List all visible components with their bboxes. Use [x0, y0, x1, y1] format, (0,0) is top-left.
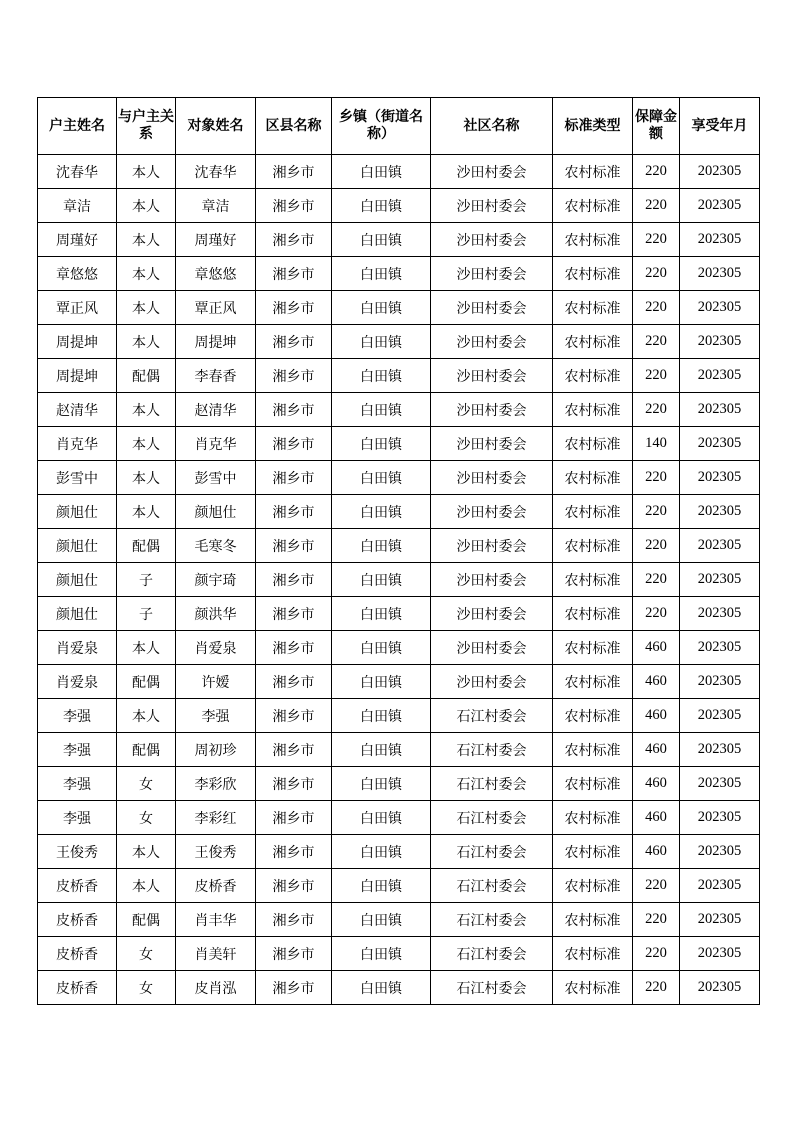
amount-cell: 460: [633, 665, 680, 699]
subject-name-cell: 章悠悠: [176, 257, 256, 291]
table-body: [38, 155, 760, 1005]
amount-cell: 220: [633, 937, 680, 971]
relation-cell: 本人: [117, 189, 176, 223]
town-cell: 白田镇: [332, 291, 431, 325]
community-cell: 石江村委会: [431, 733, 553, 767]
standard-type-cell: 农村标准: [553, 869, 633, 903]
town-cell: 白田镇: [332, 801, 431, 835]
year-month-cell: 202305: [680, 257, 760, 291]
head-name-cell: 覃正风: [38, 291, 117, 325]
county-cell: 湘乡市: [256, 597, 332, 631]
year-month-cell: 202305: [680, 699, 760, 733]
relation-cell: 本人: [117, 427, 176, 461]
county-cell: 湘乡市: [256, 835, 332, 869]
town-cell: 白田镇: [332, 767, 431, 801]
subject-name-cell: 章洁: [176, 189, 256, 223]
table-row: [38, 631, 760, 665]
table-row: [38, 971, 760, 1005]
amount-cell: 220: [633, 155, 680, 189]
community-cell: 沙田村委会: [431, 665, 553, 699]
standard-type-cell: 农村标准: [553, 563, 633, 597]
relation-cell: 本人: [117, 257, 176, 291]
relation-cell: 本人: [117, 223, 176, 257]
relation-cell: 本人: [117, 393, 176, 427]
community-cell: 沙田村委会: [431, 189, 553, 223]
amount-cell: 220: [633, 903, 680, 937]
subject-name-cell: 周初珍: [176, 733, 256, 767]
table-row: [38, 767, 760, 801]
community-cell: 沙田村委会: [431, 325, 553, 359]
relation-cell: 本人: [117, 699, 176, 733]
community-cell: 沙田村委会: [431, 257, 553, 291]
year-month-cell: 202305: [680, 631, 760, 665]
community-cell: 石江村委会: [431, 801, 553, 835]
town-cell: 白田镇: [332, 529, 431, 563]
community-cell: 石江村委会: [431, 767, 553, 801]
table-row: [38, 903, 760, 937]
town-cell: 白田镇: [332, 869, 431, 903]
community-cell: 沙田村委会: [431, 155, 553, 189]
year-month-cell: 202305: [680, 155, 760, 189]
community-cell: 沙田村委会: [431, 529, 553, 563]
community-cell: 石江村委会: [431, 869, 553, 903]
town-cell: 白田镇: [332, 835, 431, 869]
table-row: [38, 155, 760, 189]
amount-cell: 220: [633, 325, 680, 359]
head-name-cell: 肖克华: [38, 427, 117, 461]
head-name-cell: 章悠悠: [38, 257, 117, 291]
year-month-cell: 202305: [680, 223, 760, 257]
head-name-cell: 周瑾好: [38, 223, 117, 257]
year-month-cell: 202305: [680, 393, 760, 427]
town-cell: 白田镇: [332, 563, 431, 597]
head-name-cell: 彭雪中: [38, 461, 117, 495]
head-name-cell: 周提坤: [38, 325, 117, 359]
town-cell: 白田镇: [332, 427, 431, 461]
amount-cell: 220: [633, 393, 680, 427]
standard-type-cell: 农村标准: [553, 359, 633, 393]
table-row: [38, 427, 760, 461]
header-head-name: 户主姓名: [38, 98, 117, 155]
year-month-cell: 202305: [680, 325, 760, 359]
amount-cell: 460: [633, 631, 680, 665]
community-cell: 石江村委会: [431, 971, 553, 1005]
amount-cell: 220: [633, 189, 680, 223]
standard-type-cell: 农村标准: [553, 699, 633, 733]
head-name-cell: 章洁: [38, 189, 117, 223]
table-row: [38, 359, 760, 393]
county-cell: 湘乡市: [256, 291, 332, 325]
county-cell: 湘乡市: [256, 733, 332, 767]
head-name-cell: 李强: [38, 801, 117, 835]
header-relation: 与户主关系: [117, 98, 176, 155]
county-cell: 湘乡市: [256, 257, 332, 291]
subject-name-cell: 颜旭仕: [176, 495, 256, 529]
community-cell: 石江村委会: [431, 937, 553, 971]
standard-type-cell: 农村标准: [553, 155, 633, 189]
county-cell: 湘乡市: [256, 767, 332, 801]
amount-cell: 220: [633, 291, 680, 325]
town-cell: 白田镇: [332, 257, 431, 291]
table-row: [38, 597, 760, 631]
standard-type-cell: 农村标准: [553, 835, 633, 869]
year-month-cell: 202305: [680, 529, 760, 563]
relation-cell: 本人: [117, 291, 176, 325]
standard-type-cell: 农村标准: [553, 325, 633, 359]
standard-type-cell: 农村标准: [553, 461, 633, 495]
relation-cell: 女: [117, 971, 176, 1005]
community-cell: 沙田村委会: [431, 631, 553, 665]
subject-name-cell: 皮肖泓: [176, 971, 256, 1005]
year-month-cell: 202305: [680, 937, 760, 971]
county-cell: 湘乡市: [256, 155, 332, 189]
county-cell: 湘乡市: [256, 903, 332, 937]
relation-cell: 配偶: [117, 903, 176, 937]
amount-cell: 220: [633, 223, 680, 257]
standard-type-cell: 农村标准: [553, 903, 633, 937]
year-month-cell: 202305: [680, 427, 760, 461]
table-row: [38, 257, 760, 291]
community-cell: 沙田村委会: [431, 291, 553, 325]
amount-cell: 460: [633, 733, 680, 767]
year-month-cell: 202305: [680, 801, 760, 835]
standard-type-cell: 农村标准: [553, 495, 633, 529]
head-name-cell: 李强: [38, 699, 117, 733]
community-cell: 沙田村委会: [431, 359, 553, 393]
beneficiary-table: [37, 97, 760, 1005]
standard-type-cell: 农村标准: [553, 937, 633, 971]
table-row: [38, 529, 760, 563]
head-name-cell: 李强: [38, 733, 117, 767]
subject-name-cell: 肖美轩: [176, 937, 256, 971]
town-cell: 白田镇: [332, 665, 431, 699]
town-cell: 白田镇: [332, 223, 431, 257]
header-standard-type: 标准类型: [553, 98, 633, 155]
community-cell: 沙田村委会: [431, 495, 553, 529]
subject-name-cell: 颜洪华: [176, 597, 256, 631]
year-month-cell: 202305: [680, 869, 760, 903]
community-cell: 石江村委会: [431, 835, 553, 869]
amount-cell: 460: [633, 699, 680, 733]
county-cell: 湘乡市: [256, 189, 332, 223]
header-subject-name: 对象姓名: [176, 98, 256, 155]
table-row: [38, 291, 760, 325]
head-name-cell: 颜旭仕: [38, 495, 117, 529]
subject-name-cell: 肖丰华: [176, 903, 256, 937]
town-cell: 白田镇: [332, 325, 431, 359]
year-month-cell: 202305: [680, 291, 760, 325]
header-year-month: 享受年月: [680, 98, 760, 155]
relation-cell: 女: [117, 801, 176, 835]
subject-name-cell: 颜宇琦: [176, 563, 256, 597]
head-name-cell: 皮桥香: [38, 937, 117, 971]
subject-name-cell: 沈春华: [176, 155, 256, 189]
head-name-cell: 李强: [38, 767, 117, 801]
amount-cell: 220: [633, 597, 680, 631]
subject-name-cell: 李春香: [176, 359, 256, 393]
relation-cell: 女: [117, 937, 176, 971]
head-name-cell: 沈春华: [38, 155, 117, 189]
head-name-cell: 皮桥香: [38, 869, 117, 903]
relation-cell: 本人: [117, 325, 176, 359]
year-month-cell: 202305: [680, 359, 760, 393]
town-cell: 白田镇: [332, 189, 431, 223]
subject-name-cell: 赵清华: [176, 393, 256, 427]
subject-name-cell: 肖克华: [176, 427, 256, 461]
standard-type-cell: 农村标准: [553, 597, 633, 631]
subject-name-cell: 皮桥香: [176, 869, 256, 903]
relation-cell: 本人: [117, 835, 176, 869]
table-row: [38, 937, 760, 971]
header-amount: 保障金额: [633, 98, 680, 155]
amount-cell: 140: [633, 427, 680, 461]
header-town: 乡镇（街道名称）: [332, 98, 431, 155]
header-community: 社区名称: [431, 98, 553, 155]
head-name-cell: 肖爱泉: [38, 631, 117, 665]
community-cell: 沙田村委会: [431, 223, 553, 257]
standard-type-cell: 农村标准: [553, 631, 633, 665]
subject-name-cell: 覃正风: [176, 291, 256, 325]
subject-name-cell: 周提坤: [176, 325, 256, 359]
standard-type-cell: 农村标准: [553, 665, 633, 699]
community-cell: 石江村委会: [431, 699, 553, 733]
county-cell: 湘乡市: [256, 393, 332, 427]
standard-type-cell: 农村标准: [553, 427, 633, 461]
county-cell: 湘乡市: [256, 631, 332, 665]
table-row: [38, 189, 760, 223]
year-month-cell: 202305: [680, 189, 760, 223]
town-cell: 白田镇: [332, 461, 431, 495]
subject-name-cell: 周瑾好: [176, 223, 256, 257]
county-cell: 湘乡市: [256, 529, 332, 563]
relation-cell: 本人: [117, 869, 176, 903]
year-month-cell: 202305: [680, 971, 760, 1005]
amount-cell: 220: [633, 257, 680, 291]
amount-cell: 460: [633, 835, 680, 869]
standard-type-cell: 农村标准: [553, 801, 633, 835]
county-cell: 湘乡市: [256, 869, 332, 903]
table-row: [38, 835, 760, 869]
relation-cell: 本人: [117, 155, 176, 189]
head-name-cell: 皮桥香: [38, 903, 117, 937]
relation-cell: 女: [117, 767, 176, 801]
county-cell: 湘乡市: [256, 801, 332, 835]
table-row: [38, 699, 760, 733]
header-county: 区县名称: [256, 98, 332, 155]
standard-type-cell: 农村标准: [553, 767, 633, 801]
year-month-cell: 202305: [680, 665, 760, 699]
county-cell: 湘乡市: [256, 427, 332, 461]
relation-cell: 本人: [117, 461, 176, 495]
amount-cell: 460: [633, 767, 680, 801]
county-cell: 湘乡市: [256, 223, 332, 257]
standard-type-cell: 农村标准: [553, 733, 633, 767]
amount-cell: 220: [633, 529, 680, 563]
town-cell: 白田镇: [332, 937, 431, 971]
town-cell: 白田镇: [332, 733, 431, 767]
year-month-cell: 202305: [680, 495, 760, 529]
community-cell: 沙田村委会: [431, 393, 553, 427]
county-cell: 湘乡市: [256, 937, 332, 971]
subject-name-cell: 李强: [176, 699, 256, 733]
year-month-cell: 202305: [680, 461, 760, 495]
relation-cell: 配偶: [117, 733, 176, 767]
standard-type-cell: 农村标准: [553, 393, 633, 427]
table-row: [38, 665, 760, 699]
subject-name-cell: 彭雪中: [176, 461, 256, 495]
standard-type-cell: 农村标准: [553, 257, 633, 291]
standard-type-cell: 农村标准: [553, 223, 633, 257]
table-row: [38, 495, 760, 529]
amount-cell: 220: [633, 461, 680, 495]
town-cell: 白田镇: [332, 699, 431, 733]
table-row: [38, 869, 760, 903]
standard-type-cell: 农村标准: [553, 971, 633, 1005]
community-cell: 石江村委会: [431, 903, 553, 937]
relation-cell: 配偶: [117, 665, 176, 699]
relation-cell: 子: [117, 563, 176, 597]
community-cell: 沙田村委会: [431, 563, 553, 597]
table-row: [38, 223, 760, 257]
year-month-cell: 202305: [680, 563, 760, 597]
head-name-cell: 颜旭仕: [38, 529, 117, 563]
town-cell: 白田镇: [332, 903, 431, 937]
county-cell: 湘乡市: [256, 563, 332, 597]
subject-name-cell: 肖爱泉: [176, 631, 256, 665]
head-name-cell: 颜旭仕: [38, 563, 117, 597]
county-cell: 湘乡市: [256, 971, 332, 1005]
subject-name-cell: 许嫒: [176, 665, 256, 699]
subject-name-cell: 王俊秀: [176, 835, 256, 869]
county-cell: 湘乡市: [256, 461, 332, 495]
town-cell: 白田镇: [332, 971, 431, 1005]
town-cell: 白田镇: [332, 631, 431, 665]
amount-cell: 220: [633, 359, 680, 393]
subject-name-cell: 毛寒冬: [176, 529, 256, 563]
subject-name-cell: 李彩欣: [176, 767, 256, 801]
table-row: [38, 325, 760, 359]
amount-cell: 220: [633, 869, 680, 903]
community-cell: 沙田村委会: [431, 597, 553, 631]
amount-cell: 220: [633, 495, 680, 529]
year-month-cell: 202305: [680, 835, 760, 869]
relation-cell: 配偶: [117, 359, 176, 393]
table-row: [38, 461, 760, 495]
head-name-cell: 王俊秀: [38, 835, 117, 869]
county-cell: 湘乡市: [256, 699, 332, 733]
relation-cell: 配偶: [117, 529, 176, 563]
county-cell: 湘乡市: [256, 325, 332, 359]
community-cell: 沙田村委会: [431, 461, 553, 495]
town-cell: 白田镇: [332, 359, 431, 393]
relation-cell: 本人: [117, 495, 176, 529]
town-cell: 白田镇: [332, 393, 431, 427]
table-row: [38, 393, 760, 427]
year-month-cell: 202305: [680, 733, 760, 767]
head-name-cell: 皮桥香: [38, 971, 117, 1005]
year-month-cell: 202305: [680, 597, 760, 631]
amount-cell: 220: [633, 563, 680, 597]
amount-cell: 460: [633, 801, 680, 835]
standard-type-cell: 农村标准: [553, 189, 633, 223]
year-month-cell: 202305: [680, 903, 760, 937]
relation-cell: 子: [117, 597, 176, 631]
head-name-cell: 周提坤: [38, 359, 117, 393]
county-cell: 湘乡市: [256, 665, 332, 699]
table-row: [38, 733, 760, 767]
community-cell: 沙田村委会: [431, 427, 553, 461]
town-cell: 白田镇: [332, 495, 431, 529]
head-name-cell: 赵清华: [38, 393, 117, 427]
table-row: [38, 801, 760, 835]
relation-cell: 本人: [117, 631, 176, 665]
town-cell: 白田镇: [332, 597, 431, 631]
county-cell: 湘乡市: [256, 495, 332, 529]
town-cell: 白田镇: [332, 155, 431, 189]
county-cell: 湘乡市: [256, 359, 332, 393]
standard-type-cell: 农村标准: [553, 291, 633, 325]
head-name-cell: 肖爱泉: [38, 665, 117, 699]
year-month-cell: 202305: [680, 767, 760, 801]
header-row: [38, 98, 760, 155]
standard-type-cell: 农村标准: [553, 529, 633, 563]
subject-name-cell: 李彩红: [176, 801, 256, 835]
amount-cell: 220: [633, 971, 680, 1005]
table-row: [38, 563, 760, 597]
head-name-cell: 颜旭仕: [38, 597, 117, 631]
